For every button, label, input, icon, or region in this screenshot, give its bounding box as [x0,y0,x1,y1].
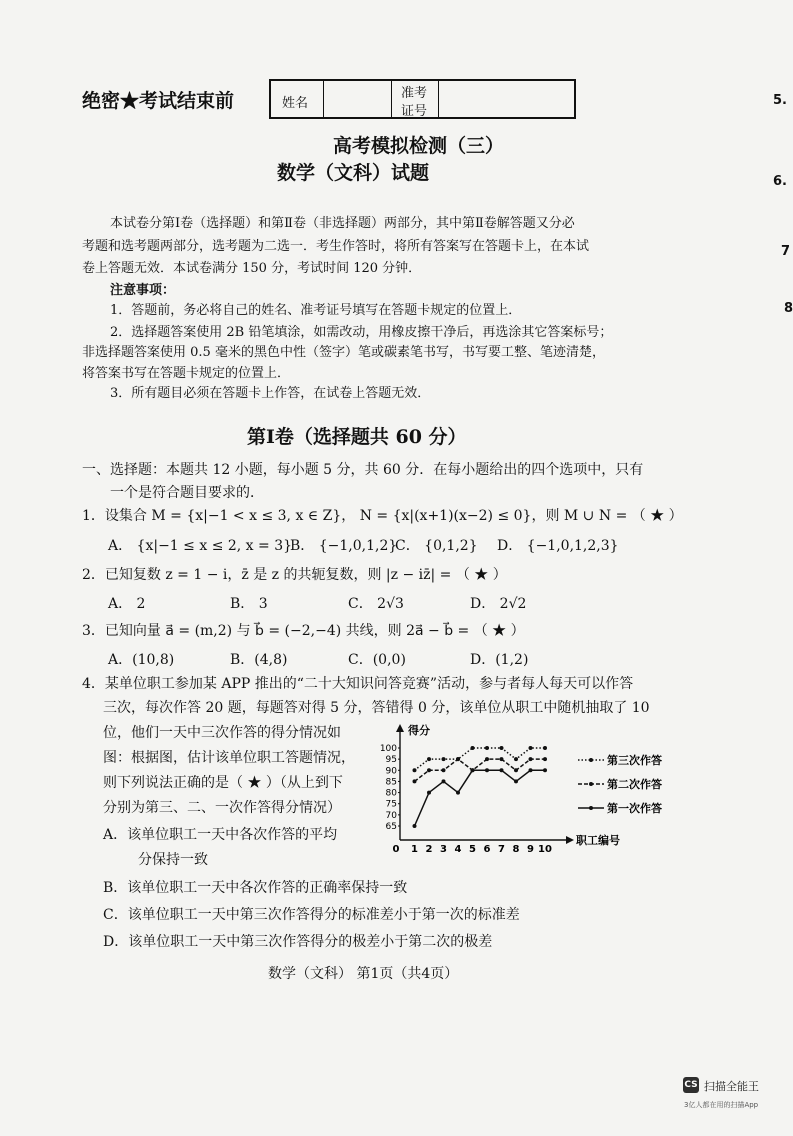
data-point [456,757,460,761]
q1-option-b: B． {−1,0,1,2} [290,538,398,554]
q2-option-a: A． 2 [108,596,146,612]
section-intro: 一、选择题：本题共 12 小题，每小题 5 分，共 60 分．在每小题给出的四个选项中，只有 [82,462,644,478]
q3-option-d: D．(1,2) [470,652,529,668]
q2-stem: 2．已知复数 z = 1 − i，z̄ 是 z 的共轭复数，则 |z − iz̄| = （ ★ ） [82,567,507,583]
q4-option-c: C．该单位职工一天中第三次作答得分的标准差小于第一次的标准差 [103,907,520,923]
legend-marker [589,758,593,762]
x-tick-label: 8 [512,844,520,855]
section-title: 第Ⅰ卷（选择题共 60 分） [247,426,467,448]
name-label-cell [271,81,324,117]
q1-option-d: D． {−1,0,1,2,3} [497,538,619,554]
data-point [442,779,446,783]
x-tick-label: 4 [454,844,462,855]
legend-marker [589,806,593,810]
data-point [514,757,518,761]
data-point [514,768,518,772]
name-label: 姓名 [282,96,309,111]
data-point [529,746,533,750]
x-tick-label: 10 [538,844,552,855]
data-point [543,768,547,772]
series-line [415,748,546,770]
q2-option-b: B． 3 [230,596,268,612]
name-field[interactable] [324,81,392,117]
data-point [500,768,504,772]
watermark-brand: 扫描全能王 [704,1080,759,1093]
note-line: 将答案书写在答题卡规定的位置上． [82,366,291,381]
page-footer: 数学（文科） 第1页（共4页） [268,966,459,982]
q2-option-c: C． 2√3 [348,596,404,612]
section-intro: 一个是符合题目要求的． [110,485,264,501]
data-point [529,768,533,772]
exam-title: 高考模拟检测（三） [333,135,505,157]
data-point [529,757,533,761]
data-point [413,779,417,783]
data-point [500,746,504,750]
admission-label-2: 证号 [401,104,428,119]
data-point [543,746,547,750]
q4-option-d: D．该单位职工一天中第三次作答得分的极差小于第二次的极差 [103,934,493,950]
legend-label: 第三次作答 [607,754,662,767]
intro-line: 考题和选考题两部分，选考题为二选一．考生作答时，将所有答案写在答题卡上，在本试 [82,239,590,254]
data-point [413,824,417,828]
y-tick-label: 90 [385,766,397,777]
q4-option-a-cont: 分保持一致 [138,852,208,868]
q3-option-a: A．(10,8) [108,652,175,668]
note-line: 2．选择题答案使用 2B 铅笔填涂，如需改动，用橡皮擦干净后，再选涂其它答案标号； [110,325,613,340]
x-axis-label: 职工编号 [576,834,620,847]
admission-label-1: 准考 [401,86,428,101]
data-point [442,757,446,761]
q2-option-d: D． 2√2 [470,596,527,612]
data-point [427,757,431,761]
q4-line: 4．某单位职工参加某 APP 推出的“二十大知识问答竞赛”活动，参与者每人每天可以作答 [82,676,634,692]
x-tick-label: 2 [425,844,433,855]
y-tick-label: 65 [385,822,397,832]
x-tick-label: 7 [498,844,505,855]
data-point [471,768,475,772]
data-point [485,746,489,750]
q1-stem: 1．设集合 M = {x|−1 < x ≤ 3, x ∈ Z}， N = {x|(x+1)(x−2) ≤ 0}，则 M ∪ N = （ ★ ） [82,508,683,524]
x-tick-label: 3 [440,844,447,855]
x-tick-label: 6 [483,844,491,855]
q3-option-b: B．(4,8) [230,652,288,668]
note-line: 3．所有题目必须在答题卡上作答，在试卷上答题无效． [110,386,431,401]
x-tick-label: 1 [411,844,418,855]
intro-line: 本试卷分第Ⅰ卷（选择题）和第Ⅱ卷（非选择题）两部分，其中第Ⅱ卷解答题又分必 [110,216,575,231]
student-info-box [269,79,576,119]
legend-marker [589,782,593,786]
y-axis-arrow [396,724,404,732]
exam-subtitle: 数学（文科）试题 [277,162,430,184]
q4-option-b: B．该单位职工一天中各次作答的正确率保持一致 [103,880,408,896]
q3-option-c: C．(0,0) [348,652,406,668]
x-tick-label: 5 [469,844,476,855]
data-point [427,768,431,772]
data-point [500,757,504,761]
admission-number-field[interactable] [439,81,574,117]
y-tick-label: 85 [385,777,397,788]
note-line: 非选择题答案使用 0.5 毫米的黑色中性（签字）笔或碳素笔书写，书写要工整、笔迹清楚， [82,345,605,360]
data-point [413,768,417,772]
data-point [471,746,475,750]
q4-line: 位，他们一天中三次作答的得分情况如 [103,725,341,741]
series-line [415,770,546,826]
q4-line: 三次，每次作答 20 题，每题答对得 5 分，答错得 0 分，该单位从职工中随机抽取了 10 [103,700,650,716]
data-point [485,768,489,772]
confidential-label: 绝密★考试结束前 [82,90,235,112]
x-tick-label: 9 [527,844,534,855]
y-tick-label: 95 [385,755,397,766]
data-point [485,757,489,761]
data-point [514,779,518,783]
watermark-tagline: 3亿人都在用的扫描App [684,1101,759,1109]
q4-line: 分别为第三、二、一次作答得分情况） [103,800,341,816]
margin-number: 8 [784,301,793,316]
score-line-chart [378,718,678,860]
margin-number: 5. [773,93,787,108]
y-tick-label: 80 [385,788,397,799]
q4-option-a: A．该单位职工一天中各次作答的平均 [103,827,338,843]
notes-title: 注意事项： [110,283,176,298]
q1-option-c: C． {0,1,2} [395,538,478,554]
note-line: 1．答题前，务必将自己的姓名、准考证号填写在答题卡规定的位置上． [110,303,522,318]
q1-option-a: A． {x|−1 ≤ x ≤ 2, x = 3} [108,538,293,554]
camscanner-logo: CS [683,1077,699,1093]
q4-line: 图：根据图，估计该单位职工答题情况， [103,750,355,766]
intro-line: 卷上答题无效．本试卷满分 150 分，考试时间 120 分钟． [82,261,422,276]
y-axis-label: 得分 [408,724,430,737]
q3-stem: 3．已知向量 a⃗ = (m,2) 与 b⃗ = (−2,−4) 共线，则 2a⃗ − b⃗ = （ ★ ） [82,623,525,639]
data-point [543,757,547,761]
y-tick-label: 70 [385,810,397,821]
legend-label: 第二次作答 [607,778,662,791]
x-axis-arrow [566,836,574,844]
admission-label-cell [392,81,439,117]
y-tick-label: 100 [379,744,397,754]
y-tick-label: 75 [385,799,397,810]
legend-label: 第一次作答 [607,802,662,815]
q4-line: 则下列说法正确的是（ ★ ）（从上到下 [103,775,343,791]
data-point [456,791,460,795]
margin-number: 6. [773,174,787,189]
x-tick-label: 0 [392,844,400,855]
margin-number: 7 [781,244,791,259]
data-point [427,791,431,795]
data-point [442,768,446,772]
